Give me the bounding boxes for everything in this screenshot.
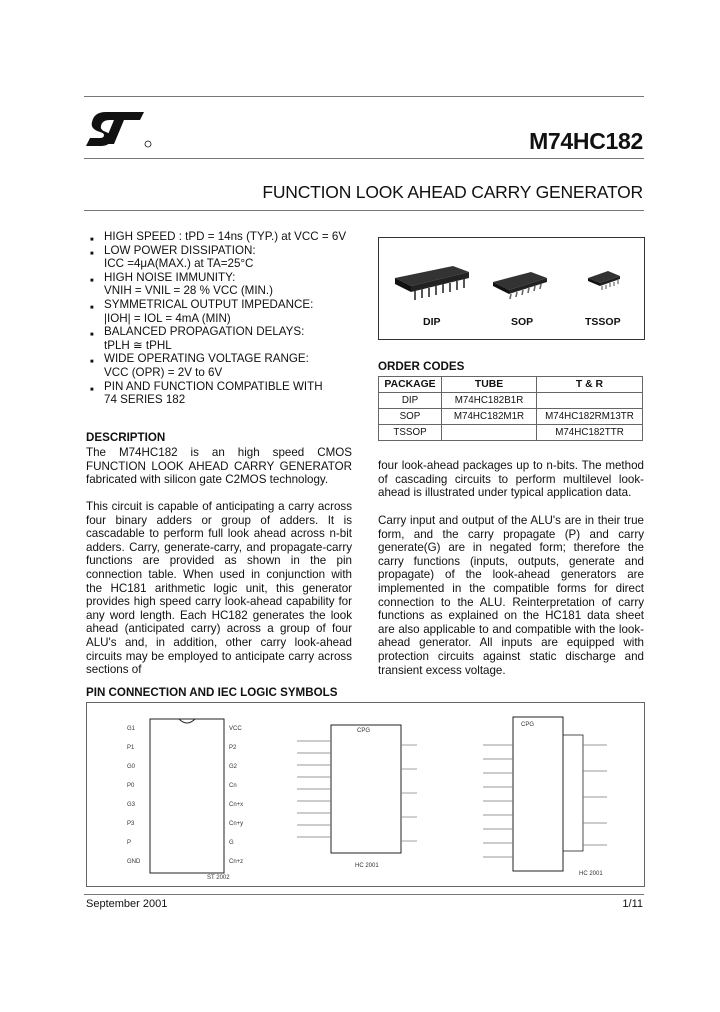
iec-logic-symbol-2 xyxy=(477,715,617,879)
feature-list xyxy=(90,230,380,407)
pin-label: G1 xyxy=(127,726,136,732)
pin-label: P1 xyxy=(127,745,135,751)
footer-date: September 2001 xyxy=(86,898,168,910)
description-left-paragraph-2: This circuit is capable of anticipating a carry across four binary adders or group of adders. It is cascadable to perform full look ahead across n-bit adders. Carry, generate-carry, and propagate-carry functions are provided as shown in the pin connection table. When used in conjunction with the HC181 arithmetic logic unit, this generator provides high speed carry look-ahead capability for any word length. Each HC182 generates the look ahead (anticipated carry) across a group of four ALU's and, in addition, other carry look-ahead circuits may be employed to anticipate carry across sections of xyxy=(86,500,352,677)
title-rule xyxy=(84,158,644,159)
st-logo xyxy=(84,106,154,152)
feature-item: ■ LOW POWER DISSIPATION: xyxy=(90,244,380,258)
iec-logic-symbol-1 xyxy=(283,717,423,877)
pin-label: VCC xyxy=(229,726,242,732)
description-heading: DESCRIPTION xyxy=(86,431,166,444)
bullet-icon: ■ xyxy=(90,250,94,257)
table-header-cell: TUBE xyxy=(442,377,537,393)
st-logo-icon xyxy=(84,106,154,152)
pin-label: Cn+z xyxy=(229,859,244,865)
feature-subline: VCC (OPR) = 2V to 6V xyxy=(104,365,223,379)
table-cell: TSSOP xyxy=(379,425,442,441)
dip-package-icon xyxy=(391,260,473,306)
table-row xyxy=(379,409,643,425)
table-header-cell: T & R xyxy=(537,377,643,393)
table-cell: M74HC182B1R xyxy=(442,393,537,409)
pin-label: Cn+y xyxy=(229,821,244,827)
chip-caption: ST 2002 xyxy=(207,875,230,881)
iec2-title: CPG xyxy=(521,722,535,728)
feature-item: ■ HIGH NOISE IMMUNITY: xyxy=(90,271,380,285)
bullet-icon: ■ xyxy=(90,304,94,311)
description-right-paragraph-2: Carry input and output of the ALU's are in their true form, and the carry propagate (P) and carry generate(G) are in negated form; therefore the carry functions (inputs, outputs, generate and propagate) of the look-ahead generators are implemented in the compatible forms for direct connection to the ALU. Reinterpretation of carry functions as explained on the HC181 data sheet are also applicable to and compatible with the look-ahead generator. All inputs are equipped with protection circuits against static discharge and transient excess voltage. xyxy=(378,514,644,677)
bullet-icon: ■ xyxy=(90,332,94,339)
pin-label: P3 xyxy=(127,821,135,827)
dip-label: DIP xyxy=(423,316,441,328)
pin-label: P2 xyxy=(229,745,237,751)
pin-label: G3 xyxy=(127,802,136,808)
sop-package-icon xyxy=(489,266,551,302)
feature-item: ■ BALANCED PROPAGATION DELAYS: xyxy=(90,325,380,339)
bullet-icon: ■ xyxy=(90,237,94,243)
pin-section-heading: PIN CONNECTION AND IEC LOGIC SYMBOLS xyxy=(86,686,338,699)
iec2-caption: HC 2001 xyxy=(579,871,603,877)
table-row xyxy=(379,425,643,441)
table-header-cell: PACKAGE xyxy=(379,377,442,393)
top-rule xyxy=(84,96,644,97)
bullet-icon: ■ xyxy=(90,386,94,393)
tssop-label: TSSOP xyxy=(585,316,621,328)
dip-pinout xyxy=(127,717,247,877)
order-codes-table xyxy=(378,376,643,441)
iec1-title: CPG xyxy=(357,728,371,734)
order-codes-heading: ORDER CODES xyxy=(378,360,465,373)
table-cell: M74HC182TTR xyxy=(537,425,643,441)
sop-label: SOP xyxy=(511,316,534,328)
page-subtitle: FUNCTION LOOK AHEAD CARRY GENERATOR xyxy=(262,182,643,202)
part-number: M74HC182 xyxy=(529,128,643,154)
table-cell: M74HC182RM13TR xyxy=(537,409,643,425)
table-cell xyxy=(442,425,537,441)
pin-label: G2 xyxy=(229,764,238,770)
table-cell: M74HC182M1R xyxy=(442,409,537,425)
feature-subline: ICC =4μA(MAX.) at TA=25°C xyxy=(104,257,254,271)
table-cell: SOP xyxy=(379,409,442,425)
table-row xyxy=(379,393,643,409)
feature-subline: 74 SERIES 182 xyxy=(104,393,186,407)
tssop-package-icon xyxy=(584,266,624,294)
bullet-icon: ■ xyxy=(90,359,94,366)
footer-page-number: 1/11 xyxy=(622,898,643,910)
feature-subline: VNIH = VNIL = 28 % VCC (MIN.) xyxy=(104,284,274,298)
pin-label: GND xyxy=(127,859,141,865)
pin-label: G0 xyxy=(127,764,136,770)
pin-label: P0 xyxy=(127,783,135,789)
description-right-paragraph-1: four look-ahead packages up to n-bits. The method of cascading circuits to perform multilevel look-ahead is illustrated under typical application data. xyxy=(378,459,644,500)
pin-label: P xyxy=(127,840,132,846)
table-cell: DIP xyxy=(379,393,442,409)
table-header-row xyxy=(379,377,643,393)
footer-rule xyxy=(84,894,644,895)
feature-item: ■ SYMMETRICAL OUTPUT IMPEDANCE: xyxy=(90,298,380,312)
iec1-caption: HC 2001 xyxy=(355,863,379,869)
bullet-icon: ■ xyxy=(90,277,94,284)
feature-item: ■ PIN AND FUNCTION COMPATIBLE WITH xyxy=(90,380,380,394)
description-left-paragraph-1: The M74HC182 is an high speed CMOS FUNCTION LOOK AHEAD CARRY GENERATOR fabricated with silicon gate C2MOS technology. xyxy=(86,446,352,487)
subtitle-rule xyxy=(84,210,644,211)
pin-label: G xyxy=(229,840,234,846)
pin-figure xyxy=(86,702,645,887)
feature-subline: tPLH ≅ tPHL xyxy=(104,338,172,352)
chip-outline xyxy=(149,717,225,875)
feature-subline: |IOH| = IOL = 4mA (MIN) xyxy=(104,311,231,325)
feature-item: ■ WIDE OPERATING VOLTAGE RANGE: xyxy=(90,352,380,366)
table-cell xyxy=(537,393,643,409)
pin-label: Cn+x xyxy=(229,802,244,808)
pin-label: Cn xyxy=(229,783,237,789)
feature-item: ■ HIGH SPEED : tPD = 14ns (TYP.) at VCC = 6V xyxy=(90,230,380,244)
package-illustration xyxy=(378,237,645,340)
